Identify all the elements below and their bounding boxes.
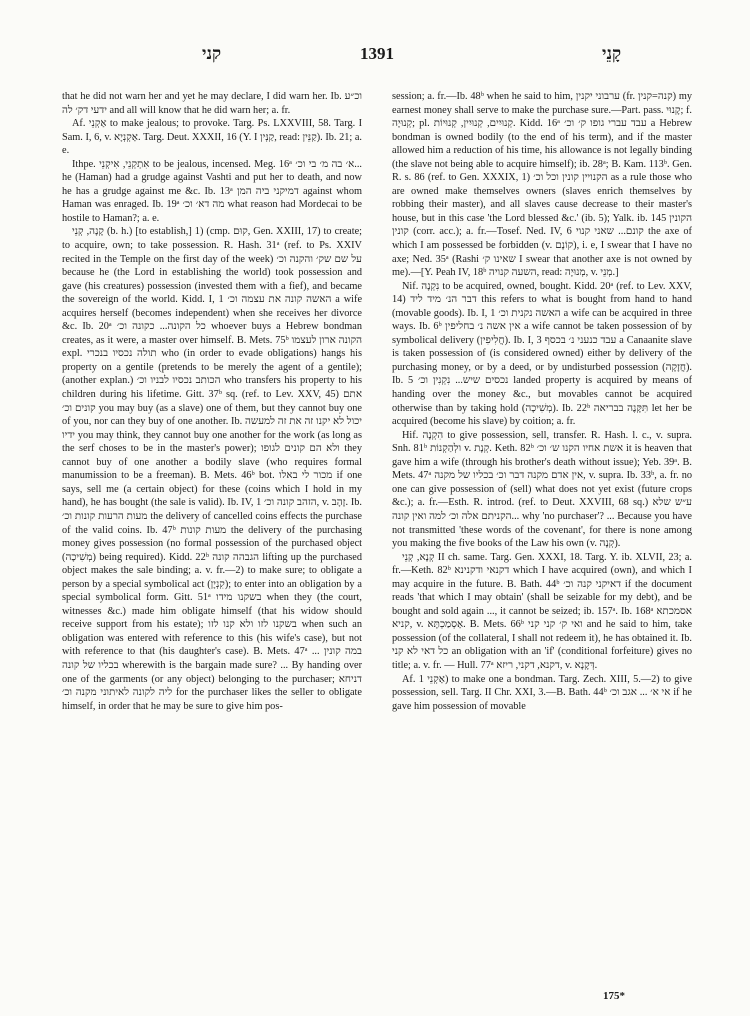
paragraph: session; a. fr.—Ib. 48ᵇ when he said to him, ערבוני יקנין (fr. קנה=קנין) my earnest money shall serve to make the purchase sure.—Part. pass. קָנוּי; f. קְנוּיָה; pl. קְנוּיִים, קְנוּיִין, קְנוּיוֹת. Kidd. 16ᵃ עבד עברי גופו ק׳ וכ׳ a Hebrew bondman is owned bodily (to the end of his term), and if the master allowed him a reduction of his time, his allowance is not legally binding (the slave not being able to acquire himself); ib. 28ᵃ; B. Kam. 113ᵇ. Gen. R. s. 86 (ref. to Gen. XXXIX, 1) הקנויין קונין וכל וכ׳ as a rule those who are owned make themselves owners (slaves enrich themselves by robbing their master), and all slaves cause decrease to their master's house, but in this case 'the Lord blessed &c.' (ib. 5); Yalk. ib. 145 הקונין קונין (corr. acc.); a. fr.—Tosef. Ned. IV, 6 קונם... שאני קנוי the axe of which I am possessed be forbidden (v. קוֹנָם), i. e, I swear that I have no axe; Ned. 35ᵃ (Rashi שאינו ק׳ I swear that another axe is not owned by me).—[Y. Peah IV, 18ᵇ השעה קנויה, read: מְנוּיָה, v. מְנֵי.] [392,91,692,279]
entry-nif: Nif. נִקְנָה to be acquired, owned, bought. Kidd. 20ᵃ (ref. to Lev. XXV, 14) דבר הנ׳ מיד ליד this refers to what is bought from hand to hand (movable goods). Ib. I, 1 האשה נקנית וכ׳ a wife can be acquired in three ways. Ib. 6ᵇ אין אשה נ׳ בחליפין a wife cannot be taken possession of by symbolical delivery (חֲלִיפִין). Ib. I, 3 עבד כנעני נ׳ בכסף a Canaanite slave is taken possession of (is considered owned) either by delivery of the purchasing money, or by a deed, or by undisturbed possession (חֲזָקָה). Ib. 5 נכסים שיש... נִקְנִין וכ׳ landed property is acquired by means of handing over the money &c., but movables cannot be acquired otherwise than by taking hold (מְשִׁיכָה). Ib. 22ᵇ תִּקָּנֶה בבריאה let her be acquired (become his slave) by coition; a. fr. [392,280,692,428]
signature-mark: 175* [603,990,625,1002]
running-head-right: קָנֵי [602,44,622,63]
entry-hif: Hif. הִקְנָה to give possession, sell, transfer. R. Hash. l. c., v. supra. Snh. 81ᵇ ולְהַקְנוֹת v. קְנָת. Keth. 82ᵇ אשת אחיו הקנו ש׳ וכ׳ it is heaven that gave him a wife (through his brother's death without issue); Yeb. 39ᵃ. B. Mets. 47ᵃ אין אדם מקנה דבר וכ׳ בכליו של מקנה, v. supra. Ib. 33ᵇ, a. fr. no one can give possession of (sell) what does not yet exist (future crops &c.); a. fr.—Esth. R. introd. (ref. to Deut. XXVIII, 68 sq.) ע״ש שלא הקניתם אלה וכ׳ למה ואין קונה... why 'no purchaser'? ... Because you have not transmitted 'these words of the covenant', for there is none among you making the five books of the Law his own (v. קְנָה). [392,429,692,550]
running-head-left: קני [202,44,222,63]
entry-ithpe: Ithpe. אִתְקְנֵי, אִיקְנֵי to be jealous, incensed. Meg. 16ᵃ א׳ בה מ׳ בי וכ׳... he (Haman) had a grudge against Vashti and put her to death, and now he has a grudge against me &c. Ib. 13ᵃ דמיקני ביה המן against whom Haman was enraged. Ib. 19ᵃ מה דא׳ וכ׳ what reason had Mordecai to be hostile to Haman?; a. e. [62,158,362,224]
right-column [392,90,692,995]
entry-af-ii: Af. אַקְנֵי 1) to make one a bondman. Targ. Zech. XIII, 5.—2) to give possession, sell. Targ. II Chr. XXI, 3.—B. Bath. 44ᵇ אי א׳ ... אגב וכ׳ if he gave him possession of movable [392,673,692,712]
page-header [62,44,712,70]
entry-qena-ii: קְנָא, קְנֵי II ch. same. Targ. Gen. XXXI, 18. Targ. Y. ib. XLVII, 23; a. fr.—Keth. 82ᵇ דקנאי ודקנינא which I have acquired (own), and which I may acquire in the future. B. Bath. 44ᵇ דאיקני קנה וכ׳ if the document reads 'that which I may obtain' (shall be seizable for my debt), and be bought and sold again ..., it cannot be seized; ib. 157ᵃ. Ib. 168ᵃ אסמכתא קניא, v. אַסְמַכְתָּא. B. Mets. 66ᵇ ואי ק׳ קני קני and he said to him, take possession (of the collateral, I shall not redeem it), he has obtained it. Ib. כל דאי לא קני an obligation with an 'if' (conditional forfeiture) gives no title; a. v. fr. — Hull. 77ᵃ דקנא, דקני, ריזא, v. דְּקָנָא. [392,551,692,671]
entry-af: Af. אַקְנֵי to make jealous; to provoke. Targ. Ps. LXXVIII, 58. Targ. I Sam. I, 6, v. אַקְנְיָא. Targ. Deut. XXXII, 16 (Y. I קַנְּין, read: קַנֵּין). Ib. 21; a. e. [62,118,362,157]
left-column [62,90,362,995]
page-number: 1391 [360,44,394,63]
paragraph: that he did not warn her and yet he may declare, I did warn her. Ib. וכ״ע ידעי דק׳ לה and all will know that he did warn her; a. fr. [62,91,362,116]
entry-qanah: קָנָה, קְנֵי (b. h.) [to establish,] 1) (cmp. קוּם, Gen. XXIII, 17) to create; to acquire, own; to take possession. R. Hash. 31ᵃ (ref. to Ps. XXIV recited in the Temple on the first day of the week) על שם שק׳ והקנה וכ׳ because he (the Lord in establishing the world) took possession and gave (his creatures) possession (invested them with a fief), and became the sovereign of the world. Kidd. I, 1 האשה קונה את עצמה וכ׳ a wife acquires herself (becomes independent) when she receives her divorce &c. Ib. 20ᵃ כל הקונה... כקונה וכ׳ whoever buys a Hebrew bondman creates, as it were, a master over himself. B. Mets. 75ᵇ הקונה ארון לעצמו expl. תולה נכסיו בנכרי who (in order to evade obligations) hangs his property on a gentile (pretends to be merely the agent of a gentile); (another explan.) הכותב נכסיו לבניו וכ׳ who transfers his property to his children during his lifetime. Gitt. 37ᵇ sq. (ref. to Lev. XXV, 45) אתם קונים וכ׳ you may buy (as a slave) one of them, but they cannot buy one of you, nor can they buy of one another. Ib. יכול לא יקנו זה את זה למעשה ידיו you may think, they cannot buy one another for the work (as long as the serf choses to be in the master's power); ולא הם קונים לגופו they cannot buy of one another a bodily slave (who requires formal manumission to be a freeman). B. Mets. 46ᵇ bot. מכור לי באלו if one says, sell me (a certain object) for these (coins which I hold in my hand), he has bought (the sale is valid). Ib. IV, 1 הזהב קונה וכ׳, v. זָהָב. Ib. מעות הרעות קונות וכ׳ the delivery of cancelled coins effects the purchase of the valid coins. Ib. 47ᵇ מעות קונות the delivery of the purchasing money gives possession (no formal possession of the purchased object (מְשִׁיכָה) being required). Kidd. 22ᵇ הגבהה קונה lifting up the purchased object makes the sale binding; a. v. fr.—2) to make sure; to obligate a person by a special symbolical act (קִנְיָן); to enter into an obligation by a special symbolical form. Gitt. 51ᵃ בשקנו מידו when they (the court, witnesses &c.) made him obligate himself (that his widow should receive support from his estate); בשקנו לזו ולא קנו לזו when such an obligation was entered with reference to this (his wife's case), but not with reference to that (his daughter's case). B. Mets. 47ᵃ במה קונין ... בכליו של קונה wherewith is the bargain made sure? ... By handing over one of the garments (or any object) belonging to the purchaser; דניחא ליה לקונה לאיתוני מקנה וכ׳ for the purchaser likes the seller to obligate himself, in order that he may be sure to give him pos- [62,226,362,712]
